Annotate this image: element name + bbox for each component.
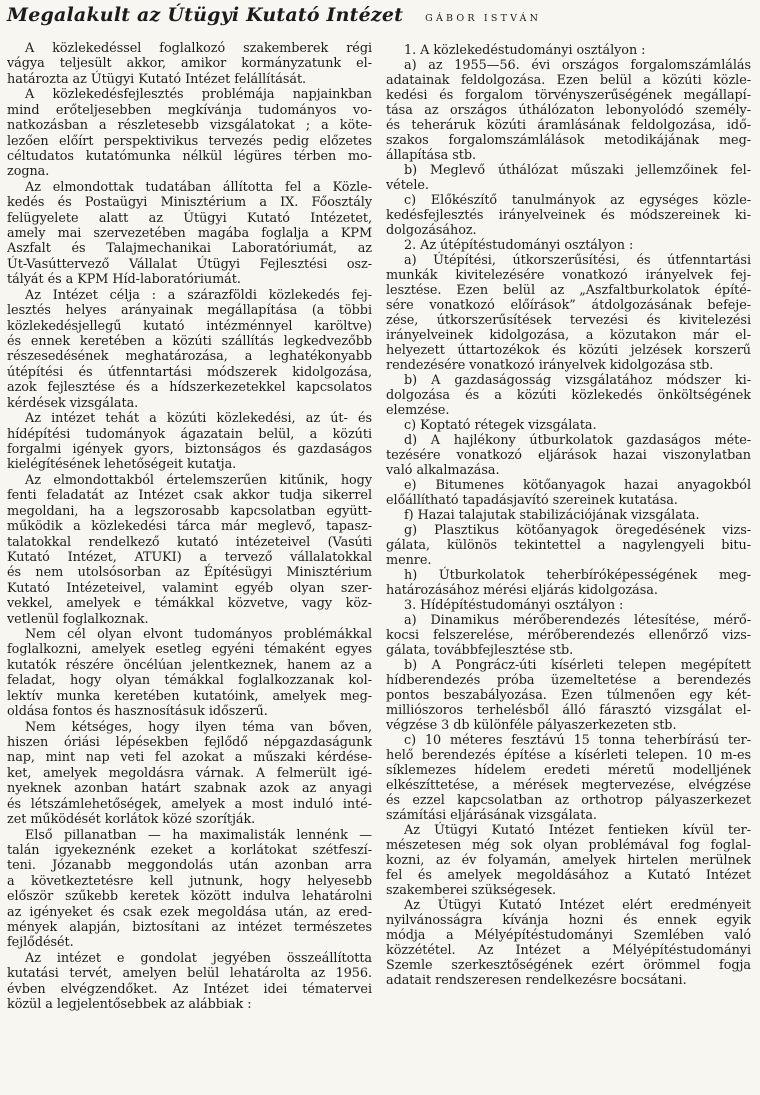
text-line: fel és amelyek megoldásához a Kutató Intézet	[386, 868, 751, 883]
text-line: nap, mint nap veti fel azokat a műszaki kérdése-	[7, 750, 372, 766]
text-line: Az intézet tehát a közúti közlekedési, az út- és	[25, 411, 372, 427]
text-line: hídberendezés próba üzemeltetése a berendezés	[386, 673, 751, 688]
text-line: tályát és a KPM Híd-laboratóriumát.	[7, 272, 241, 288]
text-line: síklemezes hídelem eredeti méretű modelljének	[386, 763, 751, 778]
text-line: b) A Pongrácz-úti kísérleti telepen megépített	[404, 658, 751, 673]
text-line: az igényeket és csak ezek megoldása után, az ered-	[7, 904, 372, 920]
text-line: teni. Józanabb meggondolás után azonban arra	[7, 858, 372, 874]
text-line: részesedésének meghatározása, a leghatékonyabb	[7, 349, 372, 365]
text-line: fejlődését.	[7, 935, 74, 951]
text-line: Az elmondottak tudatában állította fel a Közle-	[25, 179, 372, 195]
text-line: Első pillanatban — ha maximalisták lennénk —	[25, 827, 372, 843]
text-line: és ennek keretében a közúti szállítás legkedvezőbb	[7, 334, 372, 350]
text-line: tása az országos úthálózaton lebonyolódó személy-	[386, 103, 751, 118]
text-line: adatait rendszeresen rendelkezésre bocsátani.	[386, 973, 687, 988]
text-line: kutatók részére öncélúan jelentkeznek, hanem az a	[7, 657, 372, 673]
text-line: kedésfejlesztés irányelveinek és módszereinek ki-	[386, 208, 751, 223]
text-line: zogna.	[7, 164, 50, 180]
text-line: Út-Vasúttervező Vállalat Útügyi Fejlesztési osz-	[7, 256, 372, 272]
text-line: rendezésére vonatkozó irányelvek kidolgozása stb.	[386, 358, 714, 373]
text-line: céltudatos kutatómunka nélkül légüres térben mo-	[7, 148, 372, 164]
text-line: megoldani, ha a legszorosabb kapcsolatban együtt-	[7, 503, 372, 519]
text-line: kérdések vizsgálata.	[7, 395, 139, 411]
text-line: és létszámlehetőségek, amelyek a most induló inté-	[7, 796, 372, 812]
text-line: Az Intézet célja : a szárazföldi közlekedés fej-	[25, 287, 372, 303]
text-line: kielégítésének lehetőségeit kutatja.	[7, 457, 237, 473]
text-line: nyeknek azonban határt szabnak azok az anyagi	[7, 781, 372, 797]
text-line: felügyelete alatt az Útügyi Kutató Intézetet,	[7, 210, 372, 226]
text-line: foglalkozni, amelyek esetleg egyéni témaként egyes	[7, 642, 372, 658]
text-line: Aszfalt és Talajmechanikai Laboratóriumát, az	[7, 241, 372, 257]
text-line: pontos beszabályozása. Ezen túlmenően egy két-	[386, 688, 751, 703]
text-line: milliószoros terhelésből álló fárasztó vizsgálat el-	[386, 703, 751, 718]
article-body	[7, 34, 751, 1095]
text-line: mények alapján, biztosítani az intézet természetes	[7, 920, 372, 936]
article-title: Megalakult az Útügyi Kutató Intézet	[7, 4, 404, 26]
text-line: működik a közlekedési tárca már meglevő, tapasz-	[7, 519, 372, 535]
text-line: lezően előírt perspektivikus tervezés pedig előzetes	[7, 133, 372, 149]
text-line: útépítési és útfenntartási módszerek kidolgozása,	[7, 364, 372, 380]
text-line: dolgozásához.	[386, 223, 477, 238]
text-line: szakemberei szükségesek.	[386, 883, 556, 898]
text-line: ket, amelyek megoldásra várnak. A felmerült igé-	[7, 765, 372, 781]
text-line: hídépítési tudományok ágazatain belül, a közúti	[7, 426, 372, 442]
column-top-spacer	[7, 34, 372, 41]
text-line: szakos forgalomszámlálások metodikájának meg-	[386, 133, 751, 148]
text-line: Szemle szerkesztőségének ezért örömmel fogja	[386, 958, 751, 973]
text-line: gálata, továbbfejlesztése stb.	[386, 643, 574, 658]
text-line: gálata, különös tekintettel a nagylengyeli bitu-	[386, 538, 751, 553]
text-line: először szűkebb keretek között indulva lehatárolni	[7, 889, 372, 905]
text-line: irányelveinek kidolgozása, a közutakon már el-	[386, 328, 751, 343]
text-line: 3. Hídépítéstudományi osztályon :	[404, 598, 624, 613]
text-line: és ezzel kapcsolatban az orthotrop pályaszerkezet	[386, 793, 751, 808]
text-line: lesztés helyes arányainak megállapítása (a többi	[7, 303, 372, 319]
text-line: talatokkal rendelkező kutató intézeteivel (Vasúti	[7, 534, 372, 550]
article-header	[7, 0, 751, 34]
text-line: tezésére vonatkozó eljárások hazai viszonylatban	[386, 448, 751, 463]
text-line: kozni, az év folyamán, amelyek hirtelen merülnek	[386, 853, 751, 868]
text-line: fenti feladatát az Intézet csak akkor tudja sikerrel	[7, 488, 372, 504]
text-line: módja a Mélyépítéstudományi Szemlében való	[386, 928, 751, 943]
text-line: előállítható tapadásjavító szereinek kutatása.	[386, 493, 678, 508]
text-line: dolgozása és a közúti közlekedés önköltségének	[386, 388, 751, 403]
text-line: a következtetésre kell jutnunk, hogy helyesebb	[7, 873, 372, 889]
text-line: zet működését korlátok közé szorítják.	[7, 812, 256, 828]
text-line: c) Előkészítő tanulmányok az egységes közle-	[404, 193, 751, 208]
text-line: kutatási tervét, amelyen belül lehatárolta az 1956.	[7, 966, 372, 982]
text-line: f) Hazai talajutak stabilizációjának vizsgálata.	[404, 508, 700, 523]
column-top-spacer	[386, 34, 751, 43]
text-line: és teheráruk közúti áramlásának feldolgozása, idő-	[386, 118, 751, 133]
text-line: helő berendezés építése a kísérleti telepen. 10 m-es	[386, 748, 751, 763]
text-line: c) Koptató rétegek vizsgálata.	[404, 418, 597, 433]
text-line: hiszen óriási lépésekben fejlődő népgazdaságunk	[7, 734, 372, 750]
text-line: Kutató Intézet, ATUKI) a tervező vállalatokkal	[7, 549, 372, 565]
text-line: e) Bitumenes kötőanyagok hazai anyagokból	[404, 478, 751, 493]
text-line: menre.	[386, 553, 432, 568]
text-line: g) Plasztikus kötőanyagok öregedésének vizs-	[404, 523, 751, 538]
text-line: való alkalmazása.	[386, 463, 500, 478]
text-line: zése, útkorszerűsítések tervezési és kivitelezési	[386, 313, 751, 328]
text-line: nyilvánosságra kívánja hozni és ennek egyik	[386, 913, 751, 928]
text-line: munkák kivitelezésére vonatkozó irányelvek fej-	[386, 268, 751, 283]
text-line: évben elvégzendőket. Az Intézet idei tématervei	[7, 981, 372, 997]
text-line: Az elmondottakból értelemszerűen kitűnik, hogy	[25, 472, 372, 488]
text-line: a) Útépítési, útkorszerűsítési, és útfenntartási	[404, 253, 751, 268]
text-line: b) A gazdaságosság vizsgálatához módszer ki-	[404, 373, 751, 388]
text-line: natkozásban a részletesebb vizsgálatokat ; a köte-	[7, 118, 372, 134]
text-line: amely mai szervezetében magába foglalja a KPM	[7, 226, 372, 242]
text-line: feladat, hogy olyan témákkal foglalkozzanak kol-	[7, 673, 372, 689]
text-line: Nem kétséges, hogy ilyen téma van bőven,	[25, 719, 372, 735]
text-line: a) Dinamikus mérőberendezés létesítése, mérő-	[404, 613, 751, 628]
text-line: mind erőteljesebben megkívánja tudományos vo-	[7, 102, 372, 118]
article-author: GÁBOR ISTVÁN	[425, 13, 542, 24]
text-line: Kutató Intézeteivel, valamint egyéb olyan szer-	[7, 580, 372, 596]
text-line: Az intézet e gondolat jegyében összeállította	[25, 950, 372, 966]
text-line: határozásához mérési eljárás kidolgozása.	[386, 583, 658, 598]
text-line: talán igyekeznénk ezeket a korlátokat szétfeszí-	[7, 842, 372, 858]
text-line: d) A hajlékony útburkolatok gazdaságos méte-	[404, 433, 751, 448]
text-line: kedési és forgalom törvényszerűségének megállapí-	[386, 88, 751, 103]
text-line: közzététel. Az Intézet a Mélyépítéstudományi	[386, 943, 751, 958]
text-line: vétele.	[386, 178, 429, 193]
text-line: Az Útügyi Kutató Intézet elért eredményeit	[404, 898, 751, 913]
text-line: vekkel, amelyek e témákkal közvetve, vagy köz-	[7, 596, 372, 612]
text-line: Az Útügyi Kutató Intézet fentieken kívül ter-	[404, 823, 751, 838]
text-line: c) 10 méteres fesztávú 15 tonna teherbírású ter-	[404, 733, 751, 748]
text-line: kedés és Postaügyi Minisztérium a IX. Főosztály	[7, 195, 372, 211]
text-line: 1. A közlekedéstudományi osztályon :	[404, 43, 646, 58]
text-line: végzése 3 db különféle pályaszerkezeten stb.	[386, 718, 677, 733]
text-line: forgalmi igények gyors, biztonságos és gazdaságos	[7, 441, 372, 457]
text-line: közlekedésjellegű kutató intézménnyel karöltve)	[7, 318, 372, 334]
text-line: oldása fontos és hasznosításuk időszerű.	[7, 704, 268, 720]
text-line: számítási eljárásának vizsgálata.	[386, 808, 597, 823]
text-line: Nem cél olyan elvont tudományos problémákkal	[25, 627, 372, 643]
text-line: helyezett úttartozékok és közúti jelzések korszerű	[386, 343, 751, 358]
text-line: lektív munka keretében kutatóink, amelyek meg-	[7, 688, 372, 704]
text-line: a) az 1955—56. évi országos forgalomszámlálás	[404, 58, 751, 73]
text-line: elemzése.	[386, 403, 450, 418]
text-line: mészetesen még sok olyan problémával fog foglal-	[386, 838, 751, 853]
text-line: határozta az Útügyi Kutató Intézet felállítását.	[7, 71, 307, 87]
text-line: h) Útburkolatok teherbíróképességének meg-	[404, 568, 751, 583]
text-line: b) Meglevő úthálózat műszaki jellemzőinek fel-	[404, 163, 751, 178]
text-line: A közlekedésfejlesztés problémája napjainkban	[25, 87, 372, 103]
text-line: kocsi felszerelése, mérőberendezés ellenőrző vizs-	[386, 628, 751, 643]
text-line: vágya teljesült akkor, amikor kormányzatunk el-	[7, 56, 372, 72]
text-line: adatainak feldolgozása. Ezen belül a közúti közle-	[386, 73, 751, 88]
left-column	[7, 34, 372, 1095]
right-column	[386, 34, 751, 1095]
text-line: elkészíttetése, a mérések megtervezése, elvégzése	[386, 778, 751, 793]
text-line: sére vonatkozó előírások” átdolgozásának befeje-	[386, 298, 751, 313]
text-line: lesztése. Ezen belül az „Aszfaltburkolatok építé-	[386, 283, 751, 298]
text-line: állapítása stb.	[386, 148, 476, 163]
text-line: és nem utolsósorban az Építésügyi Minisztérium	[7, 565, 372, 581]
text-line: közül a legjelentősebbek az alábbiak :	[7, 997, 252, 1013]
text-line: azok fejlesztése és a hídszerkezetekkel kapcsolatos	[7, 380, 372, 396]
text-line: vetlenül foglalkoznak.	[7, 611, 149, 627]
text-line: 2. Az útépítéstudományi osztályon :	[404, 238, 634, 253]
text-line: A közlekedéssel foglalkozó szakemberek régi	[25, 41, 372, 56]
